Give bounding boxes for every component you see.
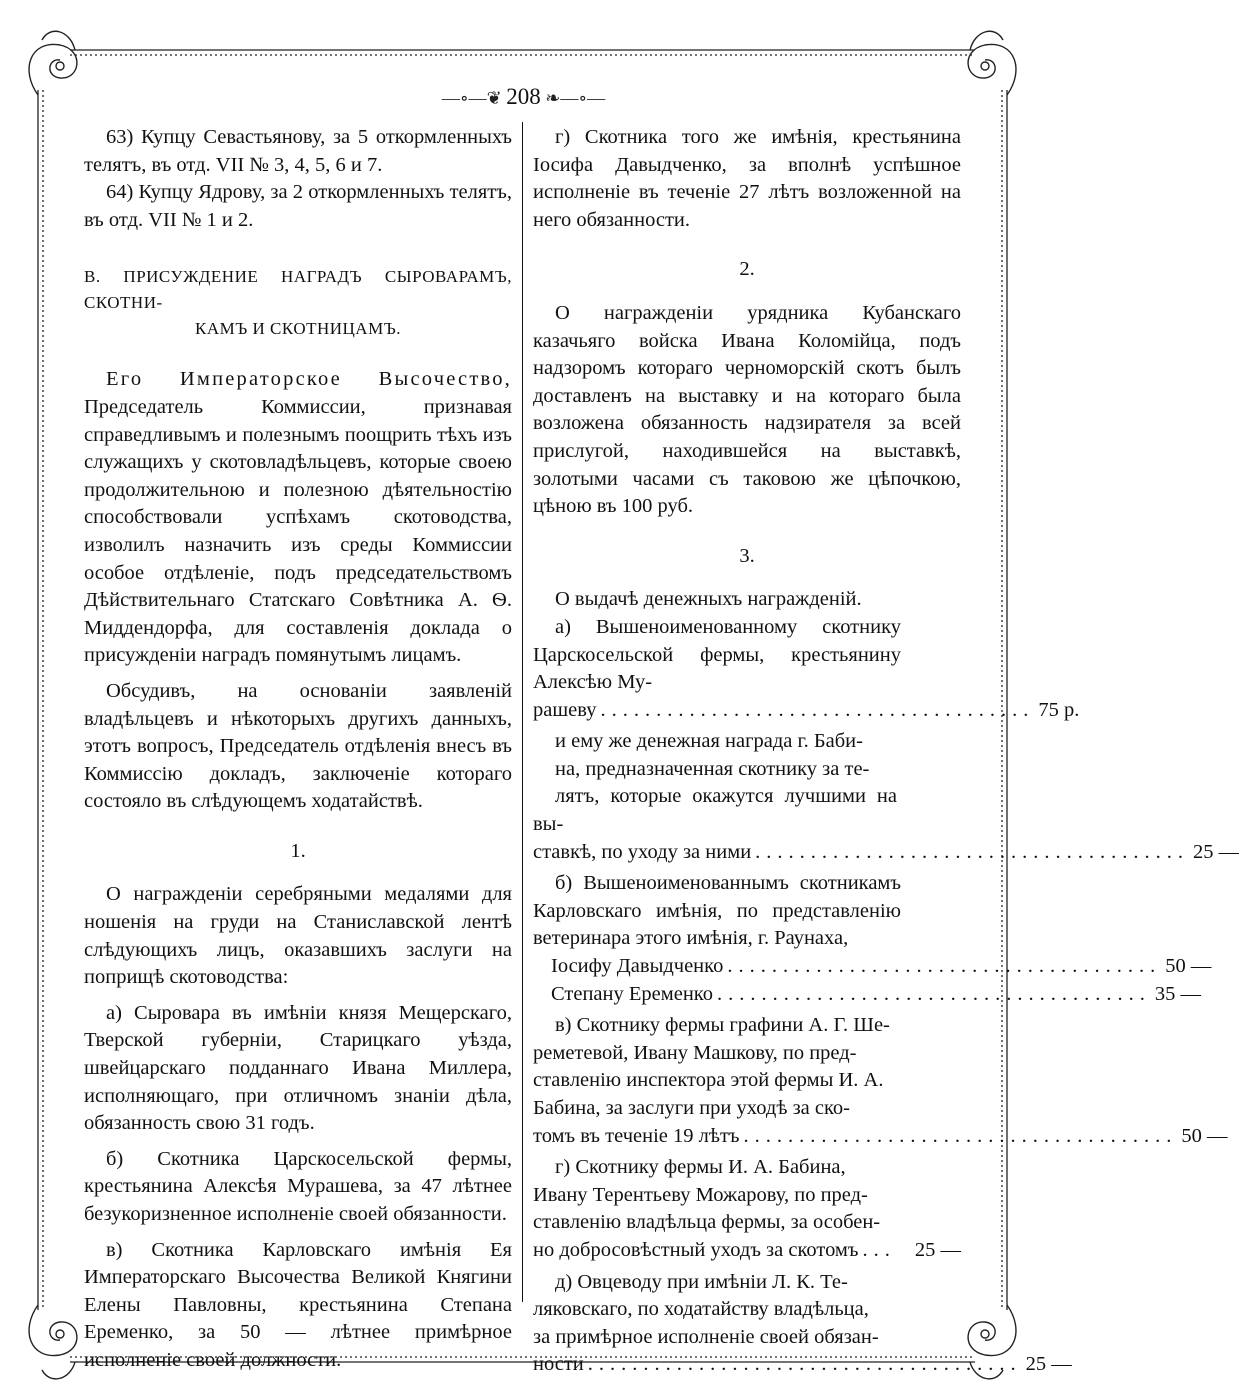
corner-ornament-icon xyxy=(29,1305,77,1379)
money-item-e-last: но добросовѣстный уходъ за скотомъ xyxy=(533,1238,859,1261)
money-item-c-text: б) Вышеноименованнымъ скотникамъ Карловскаго имѣнія, по представленію ветеринара этого имѣнія, г. Раунаха, xyxy=(533,872,901,950)
left-column xyxy=(84,124,512,1375)
leader-dots: ....................................... xyxy=(743,1124,1178,1147)
column-divider xyxy=(522,122,523,1302)
medal-item-g: г) Скотника того же имѣнія, крестьянина Іосифа Давыдченко, за вполнѣ успѣшное исполненіе въ теченіе 27 лѣтъ возложенной на него обязанности. xyxy=(533,126,961,231)
money-item-f-line: за примѣрное исполненіе своей обязан- xyxy=(533,1325,879,1348)
item-63: 63) Купцу Севастьянову, за 5 откормленныхъ телятъ, въ отд. VII № 3, 4, 5, 6 и 7. xyxy=(84,126,512,176)
intro-paragraph xyxy=(84,366,512,670)
section-number-3: 3. xyxy=(739,544,755,567)
medal-item-b: б) Скотника Царскосельской фермы, крестьянина Алексѣя Мурашева, за 47 лѣтнее безукоризненное исполненіе своей обязанности. xyxy=(84,1147,512,1225)
money-item-f-amount: 25 — xyxy=(1025,1353,1072,1376)
money-item-b-amount: 25 — xyxy=(1193,840,1239,863)
page-number xyxy=(0,84,1047,110)
money-item-f-line: д) Овцеводу при имѣніи Л. К. Те- xyxy=(555,1270,848,1293)
section-title xyxy=(84,264,512,342)
money-item-c-row2 xyxy=(533,981,1201,1009)
money-item-a-row xyxy=(533,697,1080,725)
money-item-a-amount: 75 р. xyxy=(1038,698,1080,721)
money-item-c-amount2: 35 — xyxy=(1154,982,1201,1005)
intro-text: Председатель Коммиссии, признавая справедливымъ и полезнымъ поощрить тѣхъ изъ служащихъ у скотовладѣльцевъ, которые своею продолжительною и полезною дѣятельностію способствовали успѣхамъ скотоводства, изволилъ назначить изъ среды Коммиссии особое отдѣленіе, подъ председательствомъ Дѣйствительнаго Статскаго Совѣтника А. Ѳ. Миддендорфа, для составленія доклада о присужденіи наградъ помянутымъ лицамъ. xyxy=(84,395,512,667)
money-item-c-name1: Іосифу Давыдченко xyxy=(551,955,724,978)
section-number-2: 2. xyxy=(739,258,755,281)
money-item-e-line: ставленію владѣльца фермы, за особен- xyxy=(533,1211,881,1234)
leader-dots: ....................................... xyxy=(600,698,1035,721)
header-flourish-icon: —∘—❦ xyxy=(441,88,507,108)
section-title-line2: КАМЪ И СКОТНИЦАМЪ. xyxy=(195,319,401,339)
leader-dots: ....................................... xyxy=(755,840,1190,863)
medal-item-a: а) Сыровара въ имѣніи князя Мещерскаго, Тверской губерніи, Старицкаго уѣзда, швейцарскаго подданнаго Ивана Миллера, исполняющаго, при отличномъ знаніи дѣла, обязанность свою 31 годъ. xyxy=(84,1001,512,1135)
money-item-e xyxy=(533,1154,961,1237)
money-item-d-line: Бабина, за заслуги при уходѣ за ско- xyxy=(533,1097,850,1119)
money-item-e-line: Ивану Терентьеву Можарову, по пред- xyxy=(533,1183,868,1206)
money-item-d-line: реметевой, Ивану Машкову, по пред- xyxy=(533,1041,857,1064)
money-item-d-last: томъ въ теченіе 19 лѣтъ xyxy=(533,1124,740,1147)
money-item-b-line: и ему же денежная награда г. Баби- xyxy=(555,730,863,753)
section-number-1: 1. xyxy=(290,839,306,862)
money-item-c-name2: Степану Еременко xyxy=(551,982,713,1005)
money-item-f-row xyxy=(533,1351,1072,1379)
money-item-a-text: а) Вышеноименованному скотнику Царскосельской фермы, крестьянину Алексѣю Му- xyxy=(533,615,901,694)
money-intro: О выдачѣ денежныхъ награжденій. xyxy=(555,588,862,611)
section-title-line1: В. ПРИСУЖДЕНИЕ НАГРАДЪ СЫРОВАРАМЪ, СКОТНИ- xyxy=(84,267,512,313)
money-item-c-amount1: 50 — xyxy=(1165,955,1212,978)
discussion-paragraph: Обсудивъ, на основаніи заявленій владѣльцевъ и нѣкоторыхъ другихъ данныхъ, этотъ вопросъ, Председатель отдѣленія внесъ въ Коммиссію докладъ, заключеніе котораго состояло въ слѣдующемъ ходатайствѣ. xyxy=(84,679,512,813)
leader-dots: ....................................... xyxy=(587,1353,1022,1376)
money-item-f xyxy=(533,1269,961,1352)
item-64: 64) Купцу Ядрову, за 2 откормленныхъ телятъ, въ отд. VII № 1 и 2. xyxy=(84,181,512,231)
money-item-d-amount: 50 — xyxy=(1181,1124,1228,1147)
intro-title: Его Императорское Высочество, xyxy=(106,368,512,391)
money-item-f-line: ляковскаго, по ходатайству владѣльца, xyxy=(533,1298,869,1321)
money-item-b xyxy=(533,728,961,838)
money-item-b-last: ставкѣ, по уходу за ними xyxy=(533,840,752,863)
uryadnik-paragraph: О награжденіи урядника Кубанскаго казачьяго войска Ивана Коломійца, подъ надзоромъ котораго черноморскій скотъ былъ доставленъ на выставку и на котораго была возложена обязанность надзирателя за всей прислугой, находившейся на выставкѣ, золотыми часами съ таковою же цѣпочкою, цѣною въ 100 руб. xyxy=(533,301,961,518)
medals-paragraph: О награжденіи серебряными медалями для ношенія на груди на Станиславской лентѣ слѣдующихъ лицъ, оказавшихъ заслуги на поприщѣ скотоводства: xyxy=(84,883,512,989)
money-item-b-row xyxy=(533,839,1239,867)
money-item-d-row xyxy=(533,1123,1228,1151)
header-flourish-icon: ❧—∘— xyxy=(540,88,606,108)
money-item-e-line: г) Скотнику фермы И. А. Бабина, xyxy=(555,1156,846,1179)
money-item-d xyxy=(533,1012,961,1122)
money-item-e-amount: 25 — xyxy=(914,1238,961,1261)
money-item-a-last: рашеву xyxy=(533,698,597,721)
page-number-value: 208 xyxy=(506,84,541,109)
leader-dots: ... xyxy=(862,1238,896,1261)
medal-item-v: в) Скотника Карловскаго имѣнія Ея Императорскаго Высочества Великой Княгини Елены Павловны, крестьянина Степана Еременко, за 50 — лѣтнее примѣрное исполненіе своей должности. xyxy=(84,1238,512,1371)
money-item-b-line: лятъ, которые окажутся лучшими на вы- xyxy=(533,785,897,836)
money-item-b-line: на, предназначенная скотнику за те- xyxy=(555,757,870,780)
money-item-c-row1 xyxy=(533,953,1212,981)
money-item-d-line: ставленію инспектора этой фермы И. А. xyxy=(533,1069,884,1092)
leader-dots: ....................................... xyxy=(716,982,1151,1005)
money-item-e-row xyxy=(533,1237,961,1265)
right-column xyxy=(533,124,1239,1379)
money-item-f-last: ности xyxy=(533,1353,584,1376)
leader-dots: ....................................... xyxy=(727,955,1162,978)
money-item-d-line: в) Скотнику фермы графини А. Г. Ше- xyxy=(555,1014,890,1037)
